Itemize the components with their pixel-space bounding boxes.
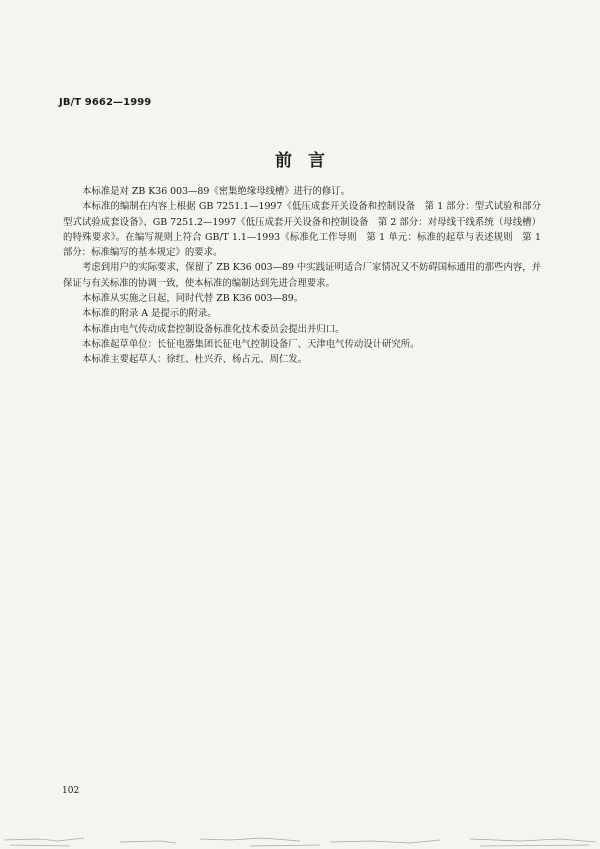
paragraph-2: 本标准的编制在内容上根据 GB 7251.1—1997《低压成套开关设备和控制设备 第 1 部分：型式试验和部分型式试验成套设备》、GB 7251.2—1997《低压成套开关设备和控制设备 第 2 部分：对母线干线系统（母线槽）的特殊要求》。在编写规则上符合 GB/T 1.1—1993《标准化工作导则 第 1 单元：标准的起草与表述规则 第 1 部分：标准编写的基本规定》的要求。 [63, 201, 541, 259]
paragraph-4: 本标准从实施之日起，同时代替 ZB K36 003—89。 [82, 293, 304, 305]
body-text [63, 184, 541, 368]
standard-code: JB/T 9662—1999 [59, 97, 152, 108]
paragraph-3: 考虑到用户的实际要求，保留了 ZB K36 003—89 中实践证明适合厂家情况又不妨碍国标通用的那些内容，并保证与有关标准的协调一致，使本标准的编制达到先进合理要求。 [63, 262, 541, 289]
scan-edge-artifact [0, 827, 600, 849]
page-number: 102 [62, 786, 80, 796]
paragraph-8: 本标准主要起草人：徐红、杜兴乔、杨占元、周仁发。 [82, 354, 308, 366]
paragraph-1: 本标准是对 ZB K36 003—89《密集绝缘母线槽》进行的修订。 [82, 186, 350, 197]
paragraph-5: 本标准的附录 A 是提示的附录。 [82, 308, 217, 320]
page-title: 前言 [275, 151, 341, 171]
paragraph-6: 本标准由电气传动成套控制设备标准化技术委员会提出并归口。 [82, 323, 345, 335]
paragraph-7: 本标准起草单位：长征电器集团长征电气控制设备厂、天津电气传动设计研究所。 [82, 338, 420, 350]
